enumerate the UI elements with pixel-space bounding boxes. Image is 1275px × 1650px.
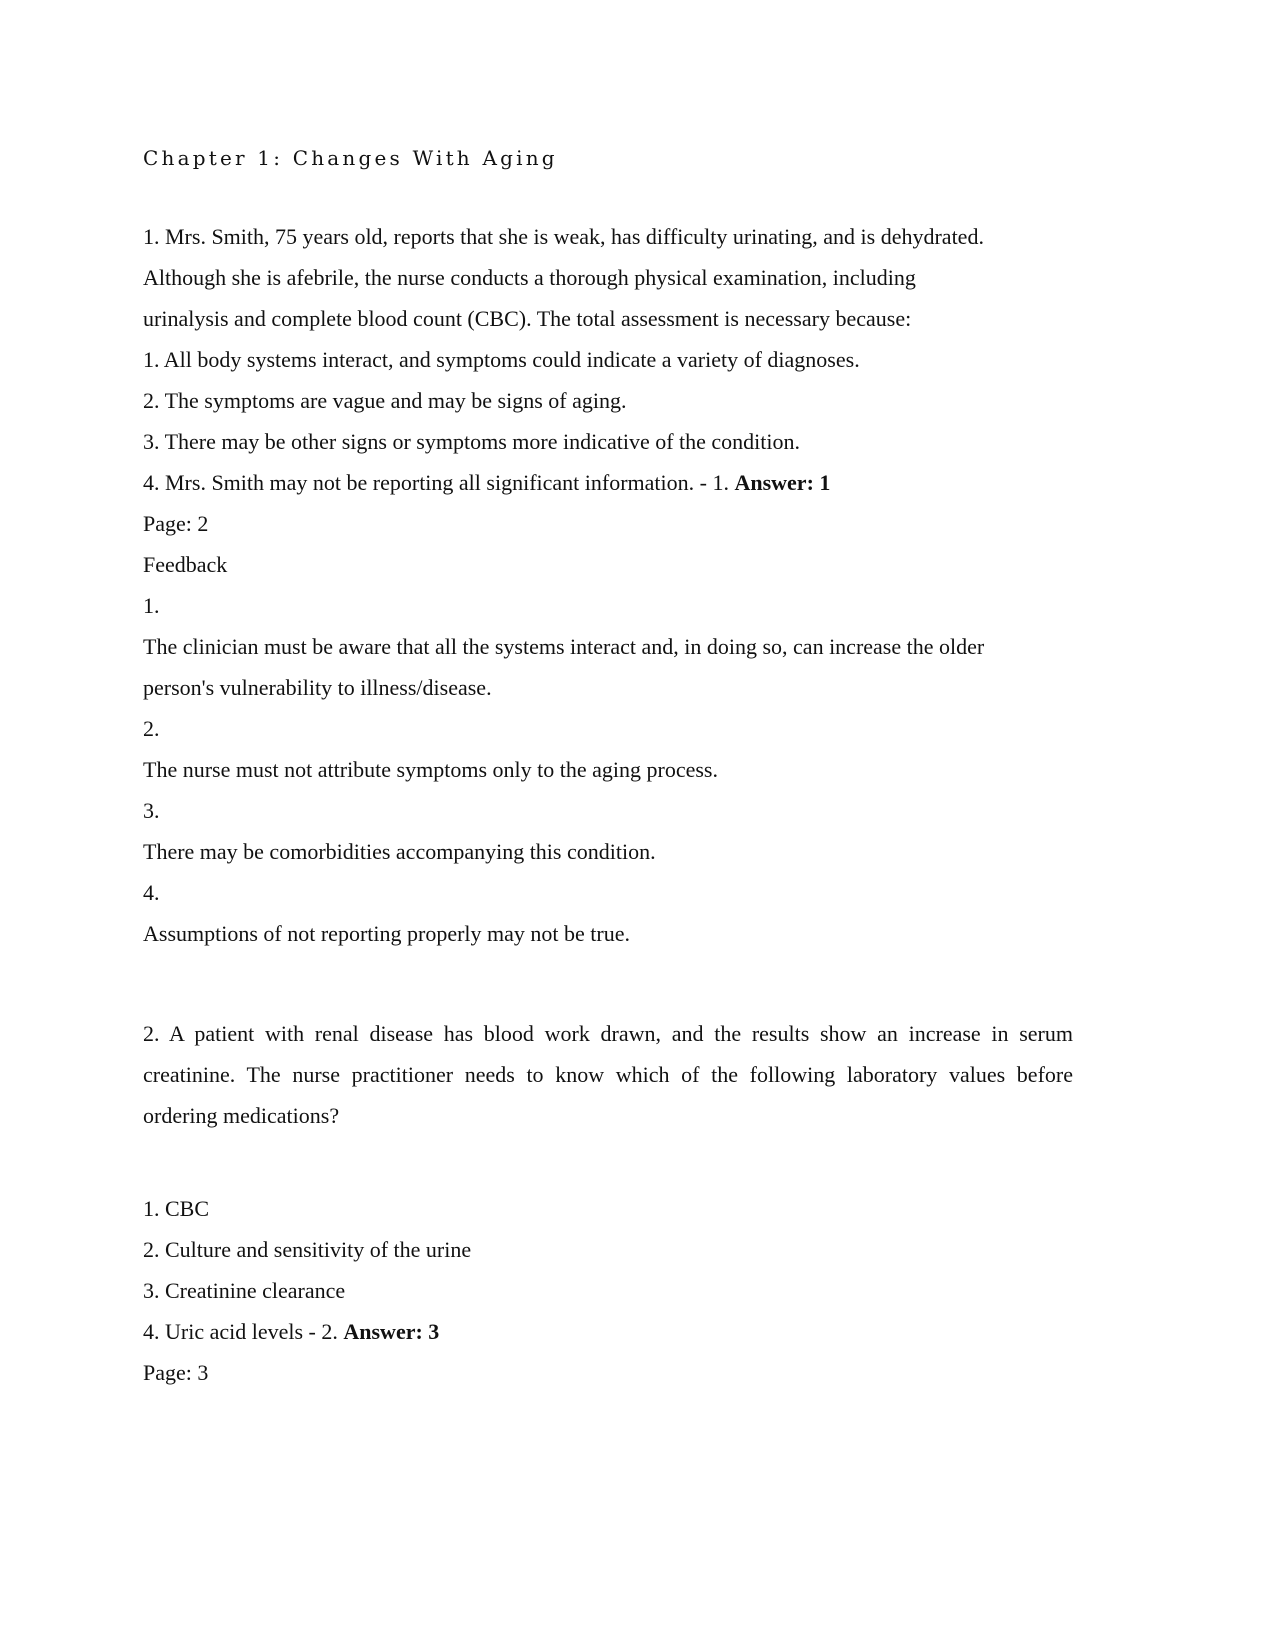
answer-option: 4. Mrs. Smith may not be reporting all significant information. - 1. <box>143 470 735 495</box>
page-reference: Page: 3 <box>143 1360 209 1385</box>
feedback-number: 3. <box>143 798 160 823</box>
feedback-number: 4. <box>143 880 160 905</box>
question-stem-line: urinalysis and complete blood count (CBC). The total assessment is necessary because: <box>143 306 912 331</box>
feedback-text: The clinician must be aware that all the systems interact and, in doing so, can increase the older <box>143 634 985 659</box>
page-reference: Page: 2 <box>143 511 209 536</box>
answer-option-with-key <box>143 1311 1073 1352</box>
answer-option: 3. Creatinine clearance <box>143 1278 346 1303</box>
answer-option: 1. CBC <box>143 1196 210 1221</box>
chapter-heading: Chapter 1: Changes With Aging <box>143 146 558 170</box>
feedback-number: 2. <box>143 716 160 741</box>
feedback-text: Assumptions of not reporting properly may not be true. <box>143 921 630 946</box>
question-stem-line: 1. Mrs. Smith, 75 years old, reports that she is weak, has difficulty urinating, and is dehydrated. <box>143 224 984 249</box>
answer-option: 4. Uric acid levels - 2. <box>143 1319 344 1344</box>
question-stem-line: ordering medications? <box>143 1103 340 1128</box>
question-stem-line: 2. A patient with renal disease has blood work drawn, and the results show an increase in serum <box>143 1021 1073 1046</box>
feedback-number: 1. <box>143 593 160 618</box>
question-stem-line: creatinine. The nurse practitioner needs to know which of the following laboratory values before <box>143 1062 1073 1087</box>
feedback-text: The nurse must not attribute symptoms only to the aging process. <box>143 757 718 782</box>
question-1 <box>143 216 1073 954</box>
answer-option: 1. All body systems interact, and symptoms could indicate a variety of diagnoses. <box>143 347 860 372</box>
answer-key: Answer: 3 <box>343 1319 440 1344</box>
answer-key: Answer: 1 <box>734 470 831 495</box>
answer-option: 2. The symptoms are vague and may be signs of aging. <box>143 388 627 413</box>
feedback-label: Feedback <box>143 552 228 577</box>
feedback-text: There may be comorbidities accompanying this condition. <box>143 839 656 864</box>
answer-option-with-key <box>143 462 1073 503</box>
question-2-options <box>143 1188 1073 1393</box>
answer-option: 2. Culture and sensitivity of the urine <box>143 1237 472 1262</box>
question-stem-line: Although she is afebrile, the nurse conducts a thorough physical examination, including <box>143 265 916 290</box>
question-2 <box>143 1013 1073 1136</box>
feedback-text: person's vulnerability to illness/disease. <box>143 675 492 700</box>
answer-option: 3. There may be other signs or symptoms more indicative of the condition. <box>143 429 801 454</box>
